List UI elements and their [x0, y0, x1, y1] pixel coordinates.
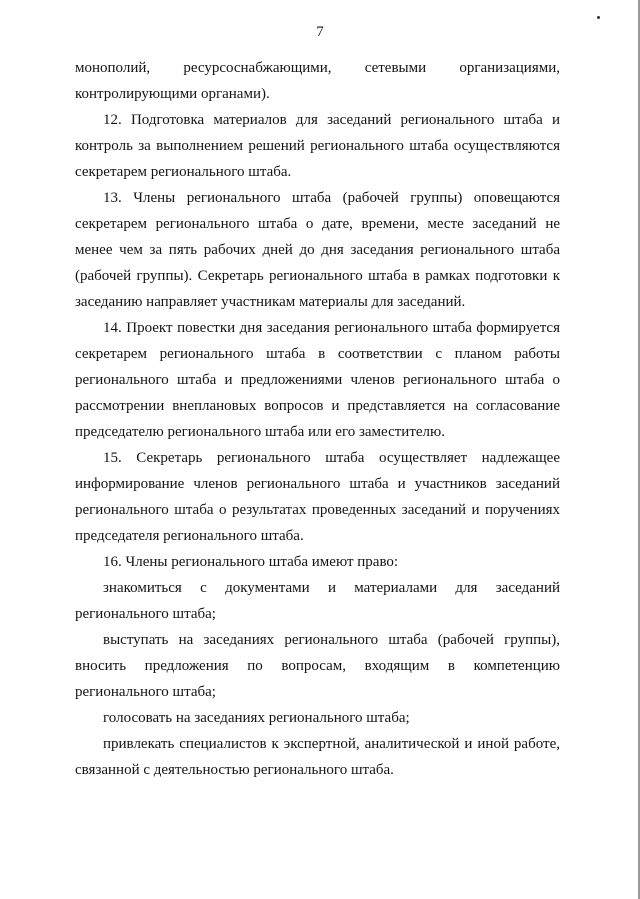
paragraph-16-item-1: знакомиться с документами и материалами для заседаний регионального штаба; [75, 580, 560, 622]
page-number: 7 [316, 24, 324, 40]
paragraph-16-item-3: голосовать на заседаниях регионального штаба; [103, 710, 410, 726]
paragraph-14: 14. Проект повестки дня заседания регионального штаба формируется секретарем регионального штаба в соответствии с планом работы регионального штаба и предложениями членов регионального штаба о рассмотрении внеплановых вопросов и представляется на согласование председателю регионального штаба или его заместителю. [75, 320, 560, 440]
paragraph-15: 15. Секретарь регионального штаба осуществляет надлежащее информирование членов регионального штаба и участников заседаний регионального штаба о результатах проведенных заседаний и поручениях председателя регионального штаба. [75, 450, 560, 544]
paragraph-16: 16. Члены регионального штаба имеют право: [103, 554, 399, 570]
scan-speck [597, 16, 600, 19]
paragraph-12: 12. Подготовка материалов для заседаний регионального штаба и контроль за выполнением решений регионального штаба осуществляются секретарем регионального штаба. [75, 112, 560, 180]
paragraph-13: 13. Члены регионального штаба (рабочей группы) оповещаются секретарем регионального штаба о дате, времени, месте заседаний не менее чем за пять рабочих дней до дня заседания регионального штаба (рабочей группы). Секретарь регионального штаба в рамках подготовки к заседанию направляет участникам материалы для заседаний. [75, 190, 560, 310]
paragraph-continuation: монополий, ресурсоснабжающими, сетевыми организациями, контролирующими органами). [75, 60, 560, 102]
document-body [75, 55, 560, 783]
paragraph-16-item-2: выступать на заседаниях регионального штаба (рабочей группы), вносить предложения по вопросам, входящим в компетенцию регионального штаба; [75, 632, 560, 700]
paragraph-16-item-4: привлекать специалистов к экспертной, аналитической и иной работе, связанной с деятельностью регионального штаба. [75, 736, 560, 778]
